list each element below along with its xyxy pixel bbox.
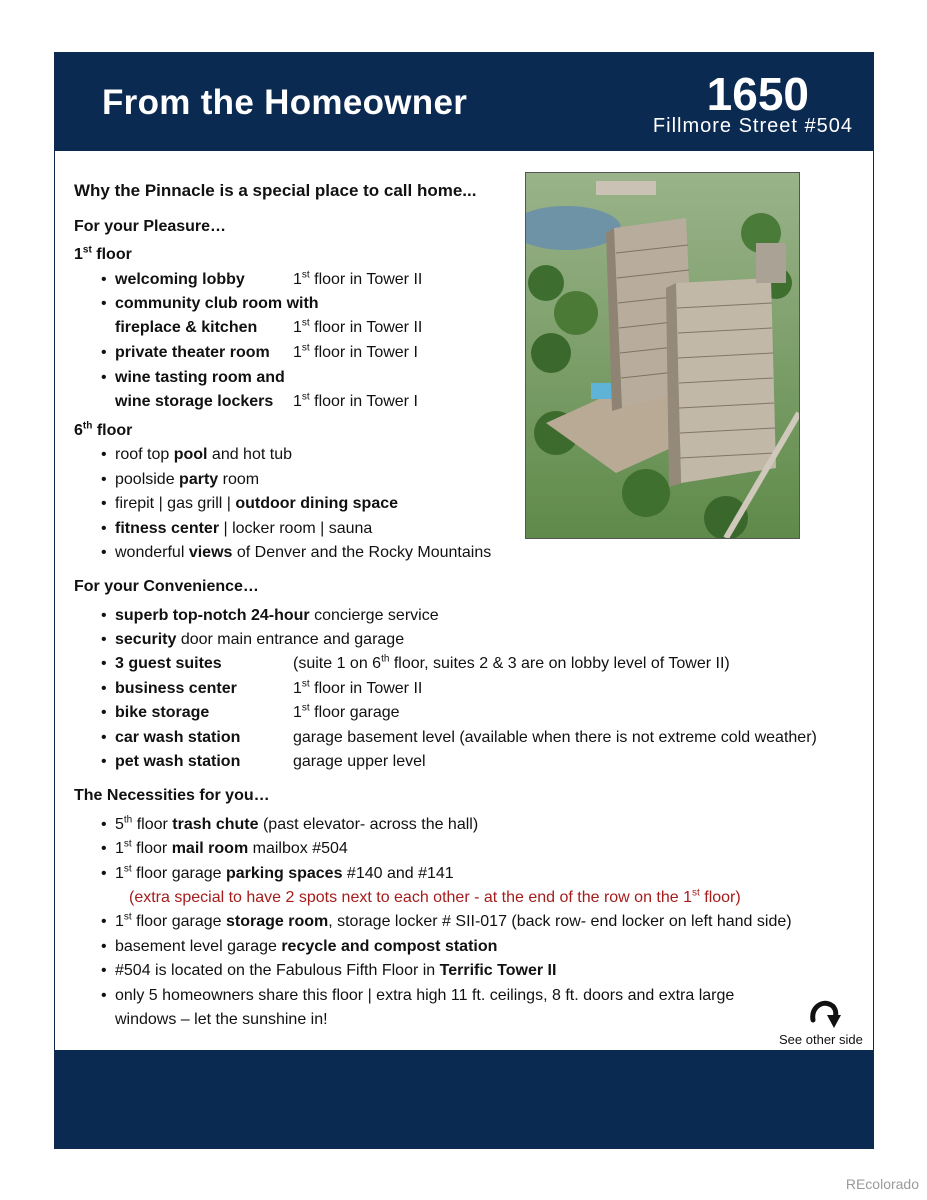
list-item: • superb top-notch 24-hour concierge service (115, 606, 439, 626)
list-item: • security door main entrance and garage (115, 630, 404, 650)
list-item: • #504 is located on the Fabulous Fifth Floor in Terrific Tower II (115, 961, 556, 981)
list-item-detail: (suite 1 on 6th floor, suites 2 & 3 are on lobby level of Tower II) (293, 653, 730, 672)
flyer-title: From the Homeowner (102, 83, 468, 122)
header-banner (55, 53, 873, 151)
list-item-location: 1st floor in Tower II (293, 269, 423, 288)
list-item: • 1st floor mail room mailbox #504 (115, 839, 348, 859)
list-item-cont: wine storage lockers (115, 393, 274, 410)
convenience-heading: For your Convenience… (74, 578, 259, 595)
list-item-location: 1st floor in Tower II (293, 317, 423, 336)
building-aerial-illustration (526, 173, 799, 538)
list-item: • pet wash station (115, 752, 240, 772)
floor6-heading: 6th floor (74, 420, 133, 439)
list-item: • firepit | gas grill | outdoor dining space (115, 494, 398, 514)
list-item: • 1st floor garage parking spaces #140 and #141 (115, 864, 454, 884)
turn-arrow-icon (807, 998, 843, 1032)
address-street: Fillmore Street #504 (652, 115, 853, 137)
address-number: 1650 (706, 68, 809, 120)
building-aerial-photo (525, 172, 800, 539)
list-item-detail: garage basement level (available when there is not extreme cold weather) (293, 729, 817, 746)
list-item: • 3 guest suites (115, 654, 222, 674)
list-item: • roof top pool and hot tub (115, 445, 292, 465)
list-item-cont: windows – let the sunshine in! (115, 1011, 328, 1028)
list-item-detail: 1st floor in Tower II (293, 678, 423, 697)
list-item: • fitness center | locker room | sauna (115, 519, 372, 539)
necessities-heading: The Necessities for you… (74, 787, 270, 804)
intro-heading: Why the Pinnacle is a special place to call home... (74, 181, 477, 200)
list-item: • business center (115, 679, 237, 699)
list-item: • only 5 homeowners share this floor | extra high 11 ft. ceilings, 8 ft. doors and extra large (115, 986, 734, 1006)
list-item: • 5th floor trash chute (past elevator- across the hall) (115, 815, 478, 835)
list-item: • basement level garage recycle and compost station (115, 937, 497, 957)
list-item: • bike storage (115, 703, 209, 723)
see-other-side-label: See other side (779, 1032, 863, 1047)
list-item-detail: garage upper level (293, 753, 426, 770)
flyer-sheet (54, 52, 874, 1149)
footer-banner (55, 1050, 873, 1148)
parking-note: (extra special to have 2 spots next to each other - at the end of the row on the 1st floor) (129, 887, 741, 906)
pleasure-heading: For your Pleasure… (74, 218, 227, 235)
list-item-cont: fireplace & kitchen (115, 319, 258, 336)
list-item: • car wash station (115, 728, 240, 748)
list-item: • poolside party room (115, 470, 259, 490)
floor1-heading: 1st floor (74, 244, 132, 263)
list-item: • wine tasting room and (115, 368, 285, 388)
list-item: • 1st floor garage storage room, storage locker # SII-017 (back row- end locker on left hand side) (115, 912, 792, 932)
list-item: • community club room with (115, 294, 319, 314)
list-item: • wonderful views of Denver and the Rocky Mountains (115, 543, 491, 563)
list-item-detail: 1st floor garage (293, 702, 400, 721)
list-item: • private theater room (115, 343, 270, 363)
list-item-location: 1st floor in Tower I (293, 391, 418, 410)
list-item: • welcoming lobby (115, 270, 245, 290)
list-item-location: 1st floor in Tower I (293, 342, 418, 361)
watermark: REcolorado (845, 1176, 919, 1192)
